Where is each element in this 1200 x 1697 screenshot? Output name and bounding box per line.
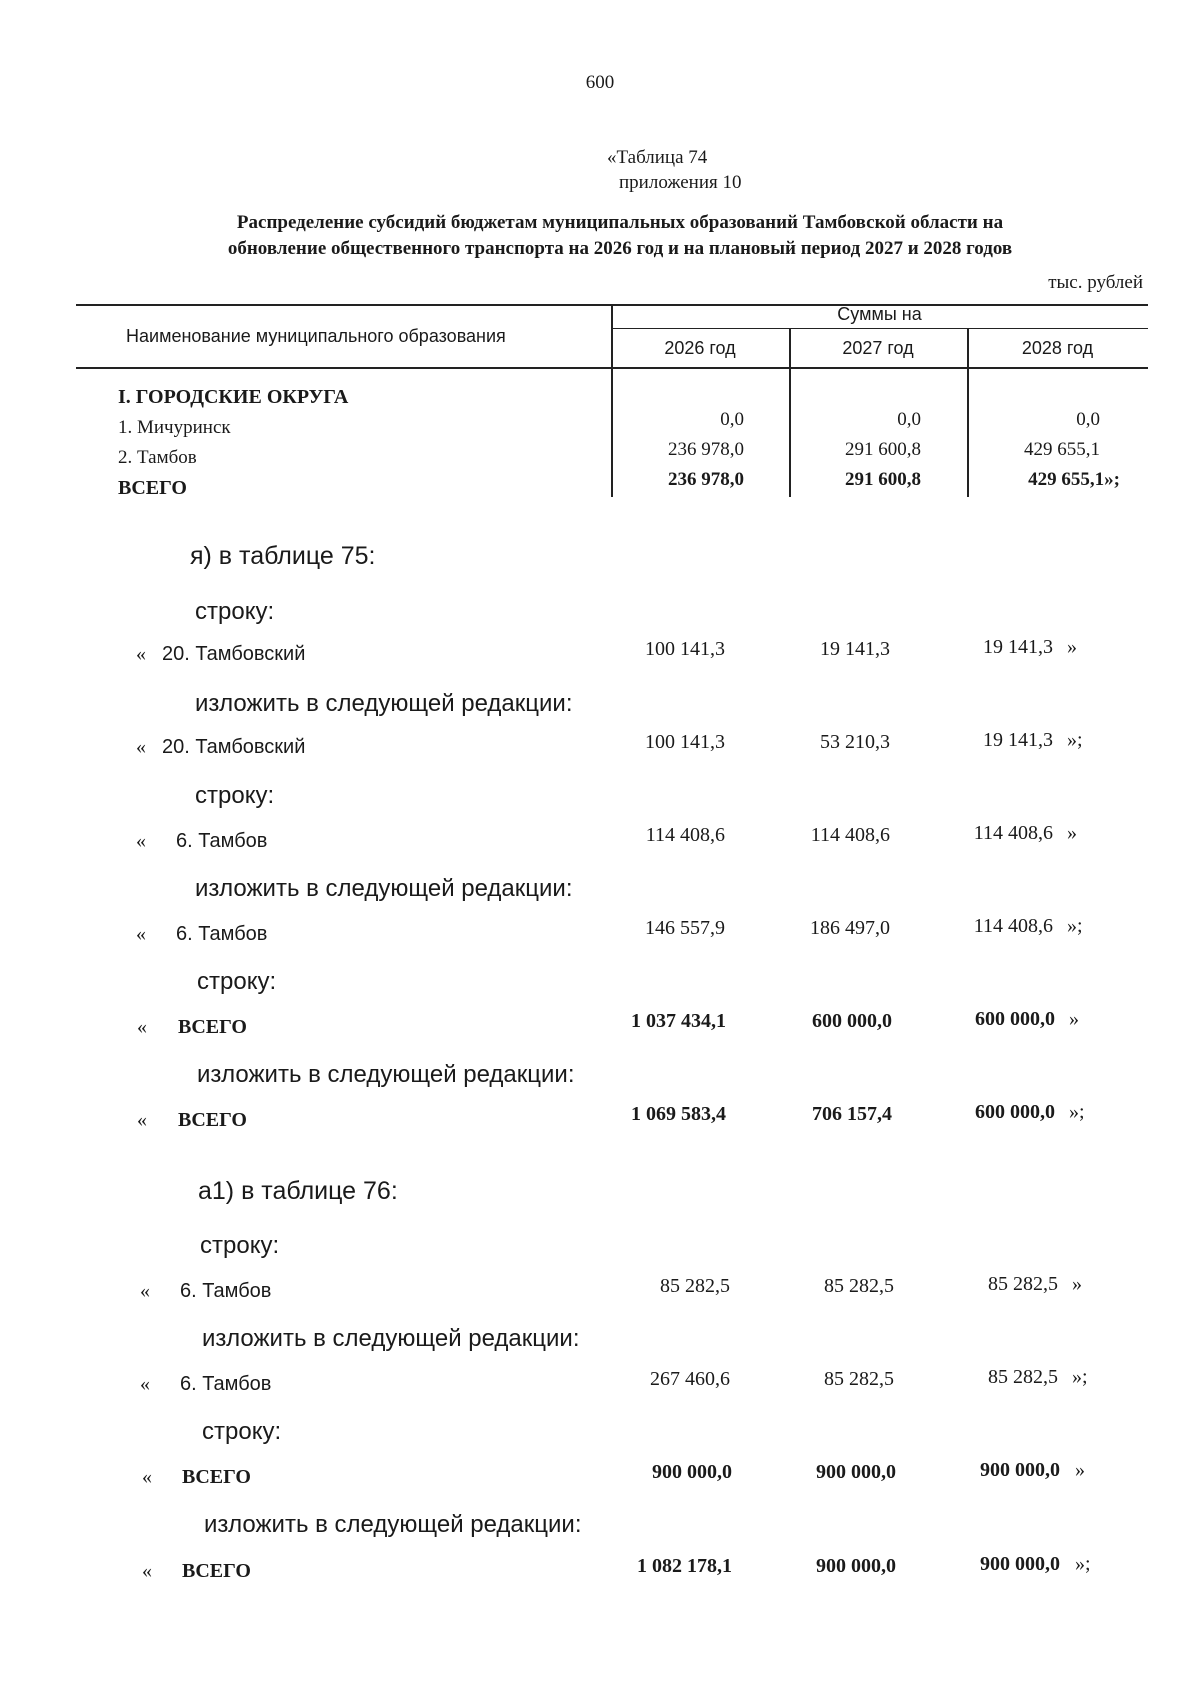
row-name: 6. Тамбов — [176, 923, 268, 945]
row-name: ВСЕГО — [178, 1109, 247, 1131]
value-2028: 900 000,0 — [980, 1553, 1060, 1575]
value-2027: 186 497,0 — [810, 917, 890, 939]
close-quote: »; — [1075, 1553, 1091, 1575]
close-quote: » — [1067, 636, 1077, 658]
change-label: строку: — [197, 968, 277, 995]
value-2028: 114 408,6 — [973, 915, 1053, 937]
row-value-2028: 429 655,1 — [1024, 439, 1100, 460]
value-2028: 114 408,6 — [973, 822, 1053, 844]
value-2026: 146 557,9 — [645, 917, 725, 939]
value-2027: 600 000,0 — [812, 1010, 892, 1032]
sums-rule — [611, 328, 1148, 329]
units-label: тыс. рублей — [1048, 272, 1143, 293]
row-name: 6. Тамбов — [180, 1280, 272, 1302]
close-quote: »; — [1067, 915, 1083, 937]
value-2028: 85 282,5 — [988, 1366, 1058, 1388]
close-quote: »; — [1069, 1101, 1085, 1123]
column-header-year: 2026 год — [664, 338, 736, 358]
close-quote: » — [1075, 1459, 1085, 1481]
row-name: 6. Тамбов — [176, 830, 268, 852]
document-title-line1: Распределение субсидий бюджетам муниципальных образований Тамбовской области на — [236, 212, 1004, 233]
value-2026: 900 000,0 — [652, 1461, 732, 1483]
close-quote: »; — [1067, 729, 1083, 751]
total-value-2026: 236 978,0 — [668, 469, 744, 490]
document-title-line2: обновление общественного транспорта на 2026 год и на плановый период 2027 и 2028 годов — [227, 238, 1013, 259]
page-number: 600 — [585, 72, 615, 93]
open-quote: « — [137, 1016, 147, 1038]
row-value-2028: 0,0 — [1076, 409, 1100, 430]
open-quote: « — [136, 923, 146, 945]
value-2026: 1 037 434,1 — [631, 1010, 726, 1032]
value-2026: 1 082 178,1 — [637, 1555, 732, 1577]
row-name: 1. Мичуринск — [118, 417, 231, 438]
row-value-2027: 291 600,8 — [845, 439, 921, 460]
value-2027: 706 157,4 — [812, 1103, 892, 1125]
value-2028: 600 000,0 — [975, 1008, 1055, 1030]
column-header-sums: Суммы на — [837, 304, 922, 324]
change-phrase: изложить в следующей редакции: — [195, 690, 573, 717]
open-quote: « — [136, 830, 146, 852]
close-quote: »; — [1072, 1366, 1088, 1388]
close-quote: » — [1072, 1273, 1082, 1295]
row-value-2026: 0,0 — [720, 409, 744, 430]
value-2026: 267 460,6 — [650, 1368, 730, 1390]
row-name: 20. Тамбовский — [162, 643, 306, 665]
row-value-2026: 236 978,0 — [668, 439, 744, 460]
value-2028: 600 000,0 — [975, 1101, 1055, 1123]
column-header-name: Наименование муниципального образования — [126, 326, 506, 346]
value-2028: 19 141,3 — [983, 636, 1053, 658]
change-label: строку: — [195, 598, 275, 625]
open-quote: « — [137, 1109, 147, 1131]
row-name: 20. Тамбовский — [162, 736, 306, 758]
total-value-2027: 291 600,8 — [845, 469, 921, 490]
value-2026: 85 282,5 — [660, 1275, 730, 1297]
change-phrase: изложить в следующей редакции: — [202, 1325, 580, 1352]
value-2026: 100 141,3 — [645, 638, 725, 660]
row-name: 2. Тамбов — [118, 447, 197, 468]
value-2026: 114 408,6 — [645, 824, 725, 846]
section-title: I. ГОРОДСКИЕ ОКРУГА — [118, 386, 349, 408]
column-header-year: 2028 год — [1021, 338, 1094, 358]
value-2027: 900 000,0 — [816, 1555, 896, 1577]
row-value-2027: 0,0 — [897, 409, 921, 430]
open-quote: « — [140, 1373, 150, 1395]
total-value-2028: 429 655,1»; — [1028, 469, 1120, 490]
value-2027: 900 000,0 — [816, 1461, 896, 1483]
close-quote: » — [1067, 822, 1077, 844]
table-label-line1: «Таблица 74 — [607, 147, 708, 168]
row-name: ВСЕГО — [182, 1466, 251, 1488]
value-2027: 85 282,5 — [824, 1368, 894, 1390]
value-2026: 1 069 583,4 — [631, 1103, 726, 1125]
value-2027: 85 282,5 — [824, 1275, 894, 1297]
change-phrase: изложить в следующей редакции: — [195, 875, 573, 902]
open-quote: « — [136, 736, 146, 758]
amendment-intro: я) в таблице 75: — [190, 542, 376, 570]
value-2027: 19 141,3 — [820, 638, 890, 660]
row-name: ВСЕГО — [182, 1560, 251, 1582]
open-quote: « — [140, 1280, 150, 1302]
value-2027: 53 210,3 — [820, 731, 890, 753]
change-phrase: изложить в следующей редакции: — [197, 1061, 575, 1088]
value-2028: 900 000,0 — [980, 1459, 1060, 1481]
close-quote: » — [1069, 1008, 1079, 1030]
column-header-year: 2027 год — [842, 338, 914, 358]
open-quote: « — [136, 643, 146, 665]
value-2028: 85 282,5 — [988, 1273, 1058, 1295]
open-quote: « — [142, 1466, 152, 1488]
value-2028: 19 141,3 — [983, 729, 1053, 751]
value-2026: 100 141,3 — [645, 731, 725, 753]
value-2027: 114 408,6 — [810, 824, 890, 846]
change-label: строку: — [195, 782, 275, 809]
row-name: ВСЕГО — [178, 1016, 247, 1038]
open-quote: « — [142, 1560, 152, 1582]
table-label-line2: приложения 10 — [619, 172, 742, 193]
change-label: строку: — [202, 1418, 282, 1445]
total-label: ВСЕГО — [118, 477, 187, 499]
change-phrase: изложить в следующей редакции: — [204, 1511, 582, 1538]
change-label: строку: — [200, 1232, 280, 1259]
row-name: 6. Тамбов — [180, 1373, 272, 1395]
amendment-intro: а1) в таблице 76: — [198, 1177, 398, 1205]
